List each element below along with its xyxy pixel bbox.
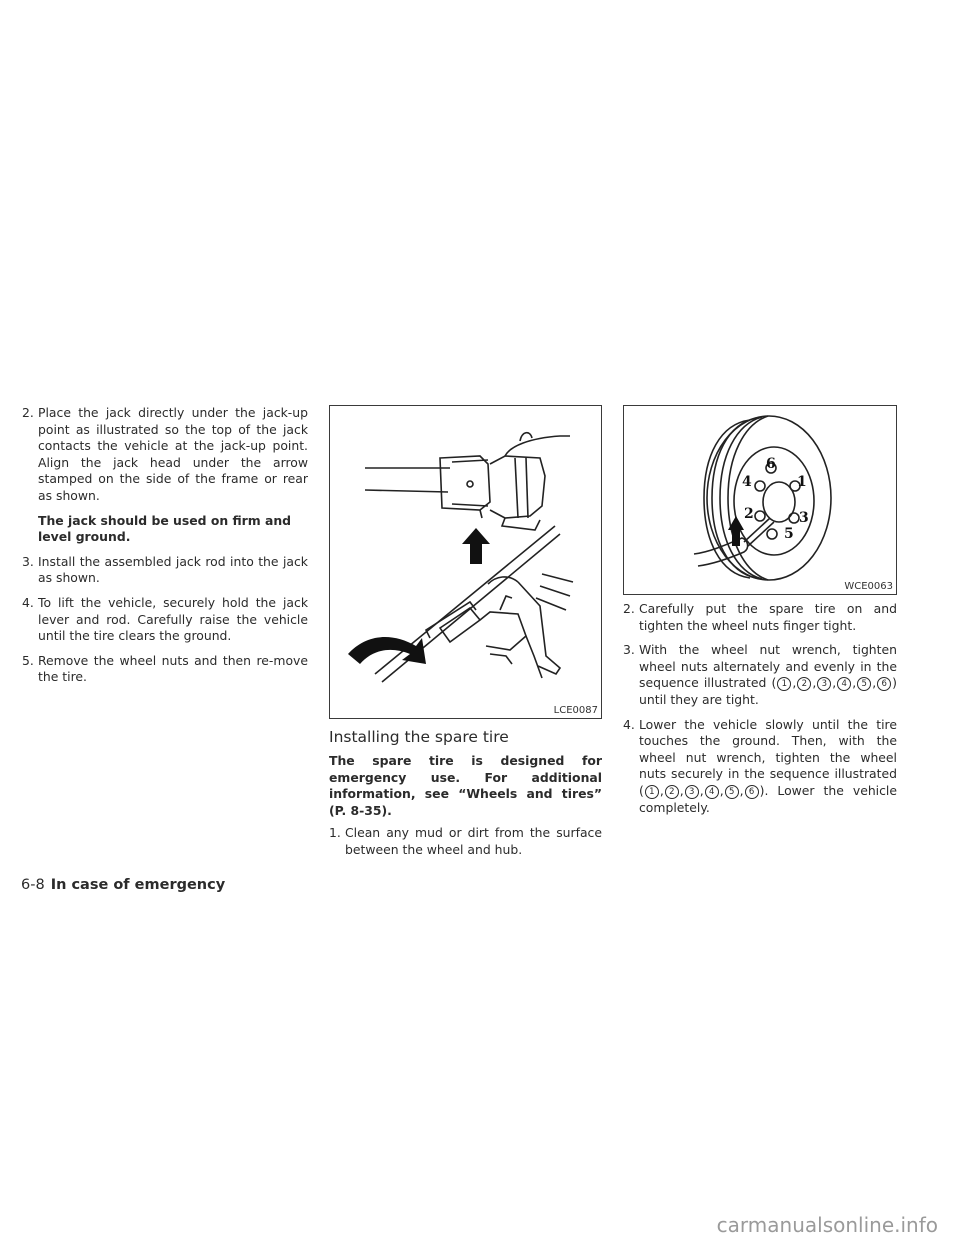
seq-circle: 6	[745, 785, 759, 799]
left-column	[22, 405, 308, 694]
jack-illustration	[329, 405, 602, 719]
step-3-spare: 3. With the wheel nut wrench, tighten wheel nuts alternately and evenly in the sequence illustrated ( 1 , 2 , 3 , 4 , 5 , 6 ) until they are tight.	[623, 642, 897, 707]
seq-circle: 3	[817, 677, 831, 691]
seq-circle: 3	[685, 785, 699, 799]
nut-label-2: 2	[744, 506, 754, 522]
nut-label-1: 1	[797, 474, 807, 490]
jack-drawing	[330, 406, 601, 718]
watermark: carmanualsonline.info	[716, 1213, 938, 1237]
seq-circle: 2	[797, 677, 811, 691]
seq-circle: 4	[705, 785, 719, 799]
seq-circle: 1	[645, 785, 659, 799]
page-number: 6-8	[21, 877, 45, 893]
seq-circle: 2	[665, 785, 679, 799]
seq-circle: 4	[837, 677, 851, 691]
figure-code: WCE0063	[844, 581, 893, 592]
nut-label-3: 3	[799, 510, 809, 526]
section-lead: The spare tire is designed for emergency use. For additional information, see “Wheels and tires” (P. 8-35).	[329, 753, 602, 818]
up-arrow-icon	[728, 516, 744, 546]
wheel-nut-illustration	[623, 405, 897, 595]
right-column	[623, 405, 897, 824]
chapter-title: In case of emergency	[50, 877, 226, 893]
figure-code: LCE0087	[553, 705, 598, 716]
page-footer	[21, 876, 225, 894]
seq-circle: 1	[777, 677, 791, 691]
step-4-spare: 4. Lower the vehicle slowly until the tire touches the ground. Then, with the wheel nut wrench, tighten the wheel nuts securely in the sequence illustrated ( 1 , 2 , 3 , 4 , 5 , 6 ). Lower the vehicle completely.	[623, 716, 897, 815]
step-2-spare: 2. Carefully put the spare tire on and tighten the wheel nuts finger tight.	[623, 601, 897, 633]
nut-label-4: 4	[742, 474, 752, 490]
nut-label-5: 5	[784, 526, 794, 542]
step-3: 3. Install the assembled jack rod into the jack as shown.	[22, 553, 308, 586]
middle-column	[329, 405, 602, 867]
step-5: 5. Remove the wheel nuts and then re-move the tire.	[22, 652, 308, 685]
step-2: 2. Place the jack directly under the jack-up point as illustrated so the top of the jack contacts the vehicle at the jack-up point. Align the jack head under the arrow stamped on the side of the frame or rear as shown.	[22, 405, 308, 503]
seq-circle: 5	[857, 677, 871, 691]
nut-label-6: 6	[766, 456, 776, 472]
step-4: 4. To lift the vehicle, securely hold the jack lever and rod. Carefully raise the vehicle until the tire clears the ground.	[22, 594, 308, 644]
step-1: 1. Clean any mud or dirt from the surface between the wheel and hub.	[329, 825, 602, 857]
jack-warning-note: The jack should be used on firm and level ground.	[38, 512, 292, 545]
up-arrow-icon	[462, 528, 490, 564]
wheel-drawing	[624, 406, 896, 594]
seq-circle: 5	[725, 785, 739, 799]
seq-circle: 6	[877, 677, 891, 691]
section-title: Installing the spare tire	[329, 728, 509, 746]
